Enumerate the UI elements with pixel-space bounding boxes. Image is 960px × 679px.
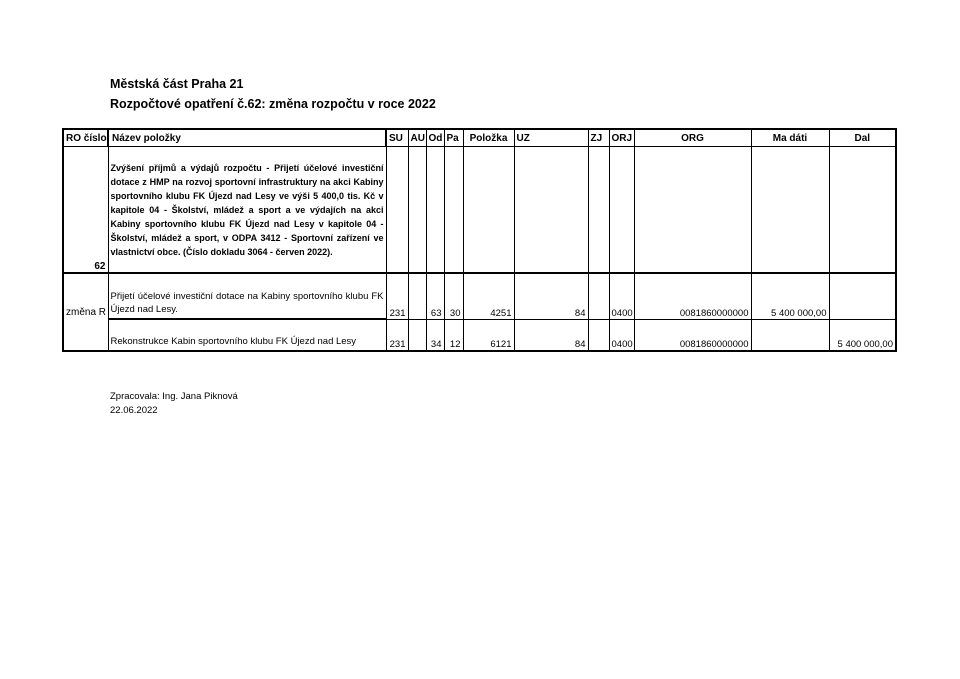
cell-au (408, 319, 426, 351)
column-header-polozka: Položka (463, 129, 514, 147)
cell-su: 231 (386, 273, 408, 319)
column-header-zj: ZJ (588, 129, 609, 147)
cell-orj: 0400 (609, 319, 634, 351)
cell-orj (609, 147, 634, 274)
cell-ro-cislo: změna R (63, 273, 108, 351)
budget-table (62, 128, 897, 352)
document-title: Rozpočtové opatření č.62: změna rozpočtu v roce 2022 (110, 97, 436, 111)
document-date: 22.06.2022 (110, 405, 158, 416)
row-description: Přijetí účelové investiční dotace na Kabiny sportovního klubu FK Újezd nad Lesy. (110, 291, 384, 315)
cell-od: 34 (426, 319, 444, 351)
prepared-by: Zpracovala: Ing. Jana Piknová (110, 391, 238, 402)
cell-dal (829, 273, 896, 319)
cell-polozka: 4251 (463, 273, 514, 319)
table-row (63, 147, 896, 274)
cell-ma-dati (751, 147, 829, 274)
column-header-org: ORG (634, 129, 751, 147)
document-footer (110, 390, 238, 418)
cell-su: 231 (386, 319, 408, 351)
cell-pa: 30 (444, 273, 463, 319)
cell-su (386, 147, 408, 274)
cell-au (408, 147, 426, 274)
cell-dal: 5 400 000,00 (829, 319, 896, 351)
row-description: Rekonstrukce Kabin sportovního klubu FK Újezd nad Lesy (110, 335, 357, 347)
column-header-orj: ORJ (609, 129, 634, 147)
cell-pa: 12 (444, 319, 463, 351)
cell-dal (829, 147, 896, 274)
cell-org: 0081860000000 (634, 273, 751, 319)
cell-orj: 0400 (609, 273, 634, 319)
column-header-pa: Pa (444, 129, 463, 147)
cell-org: 0081860000000 (634, 319, 751, 351)
column-header-nazev-polozky: Název položky (108, 129, 386, 147)
row-description: Zvýšení příjmů a výdajů rozpočtu - Přijetí účelové investiční dotace z HMP na rozvoj sportovní infrastruktury na akci Kabiny sportovního klubu FK Újezd nad Lesy ve výši 5 400,0 tis. Kč v kapitole 04 - Školství, mládež a sport a ve výdajích na akci Kabiny sportovního klubu FK Újezd nad Lesy v kapitole 04 - Školství, mládež a sport, v ODPA 3412 - Sportovní zařízení ve vlastnictví obce. (Číslo dokladu 3064 - červen 2022). (110, 162, 384, 257)
cell-pa (444, 147, 463, 274)
column-header-uz: UZ (514, 129, 588, 147)
cell-nazev-polozky (108, 319, 386, 351)
cell-uz (514, 147, 588, 274)
column-header-dal: Dal (829, 129, 896, 147)
column-header-su: SU (386, 129, 408, 147)
cell-zj (588, 273, 609, 319)
cell-nazev-polozky (108, 273, 386, 319)
cell-polozka: 6121 (463, 319, 514, 351)
cell-zj (588, 147, 609, 274)
column-header-od: Od (426, 129, 444, 147)
cell-zj (588, 319, 609, 351)
cell-polozka (463, 147, 514, 274)
table-row (63, 273, 896, 319)
document-header (110, 74, 436, 114)
column-header-au: AU (408, 129, 426, 147)
cell-nazev-polozky (108, 147, 386, 274)
organization-title: Městská část Praha 21 (110, 77, 244, 91)
cell-ro-cislo: 62 (63, 147, 108, 274)
cell-org (634, 147, 751, 274)
column-header-ma-dati: Ma dáti (751, 129, 829, 147)
cell-au (408, 273, 426, 319)
table-row (63, 319, 896, 351)
cell-ma-dati (751, 319, 829, 351)
cell-ma-dati: 5 400 000,00 (751, 273, 829, 319)
table-header-row (63, 129, 896, 147)
cell-od: 63 (426, 273, 444, 319)
cell-uz: 84 (514, 319, 588, 351)
cell-uz: 84 (514, 273, 588, 319)
cell-od (426, 147, 444, 274)
column-header-ro-cislo: RO číslo (63, 129, 108, 147)
